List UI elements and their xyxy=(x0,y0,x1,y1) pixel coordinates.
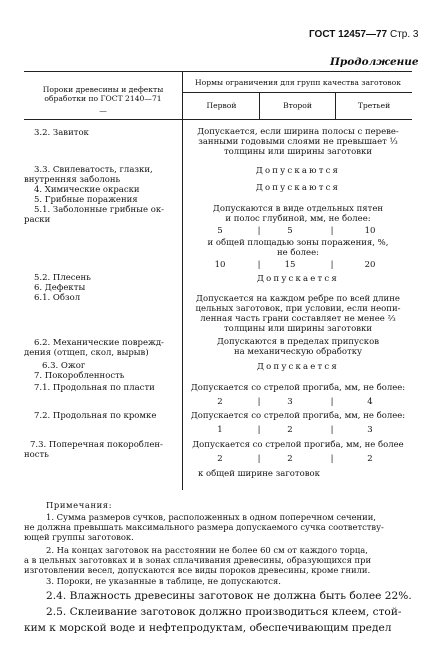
norm-7-1-group-2: 3 xyxy=(287,397,293,407)
row-label-5-1-cont: раски xyxy=(24,215,51,225)
column-header-group-2: Второй xyxy=(283,101,312,110)
norm-6-1-line-4: толщины или ширины заготовки xyxy=(223,324,372,334)
note-1-line-3: ющей группы заготовок. xyxy=(24,532,134,542)
paragraph-2-5-line-2: ким к морской воде и нефтепродуктам, обеспечивающим предел xyxy=(24,622,392,634)
column-header-group-3: Третьей xyxy=(357,101,391,110)
norm-6-3: Допускается xyxy=(257,362,339,372)
row-label-5: 5. Грибные поражения xyxy=(34,195,138,205)
note-2-line-2: а в цельных заготовках и в зонах сплачивания древесины, образующихся при xyxy=(24,555,372,565)
row-label-3-3: 3.3. Свилеватость, глазки, xyxy=(34,165,153,175)
norm-3-2-line-3: толщины или ширины заготовки xyxy=(223,147,372,157)
row-label-6: 6. Дефекты xyxy=(34,283,86,293)
norm-7-2-group-2: 2 xyxy=(287,425,293,435)
row-label-6-3: 6.3. Ожог xyxy=(42,361,86,371)
norm-5-1-depth-group-3: 10 xyxy=(364,226,376,236)
norm-7-2-group-1: 1 xyxy=(217,425,223,435)
norm-7-1-group-3: 4 xyxy=(367,397,373,407)
norm-7-3-group-3: 2 xyxy=(367,454,373,464)
norm-6-1-line-2: цельных заготовок, при условии, если неопи- xyxy=(195,304,401,314)
norm-7-1-group-1: 2 xyxy=(217,397,223,407)
norm-6-1-line-1: Допускается на каждом ребре по всей длине xyxy=(196,294,400,304)
note-3: 3. Пороки, не указанные в таблице, не допускаются. xyxy=(46,576,281,586)
norm-7-2: Допускается со стрелой прогиба, мм, не более: xyxy=(190,411,406,421)
row-label-7-3: 7.3. Поперечная покороблен- xyxy=(30,440,163,450)
norm-3-2-line-2: занными годовыми слоями не превышает ⅓ xyxy=(198,137,398,147)
norm-7-3-group-2: 2 xyxy=(287,454,293,464)
note-2-line-1: 2. На концах заготовок на расстоянии не более 60 см от каждого торца, xyxy=(46,545,368,555)
column-header-defects: Пороки древесины и дефекты обработки по ГОСТ 2140—71 xyxy=(42,85,164,103)
separator-glyph: | xyxy=(257,454,261,464)
row-label-7: 7. Покоробленность xyxy=(34,371,125,381)
separator-glyph: | xyxy=(330,226,334,236)
norm-7-3: Допускается со стрелой прогиба, мм, не более xyxy=(192,440,404,450)
separator-glyph: | xyxy=(257,260,261,270)
notes-title: Примечания: xyxy=(46,500,113,510)
norm-6-2-line-1: Допускаются в пределах припусков xyxy=(216,337,380,347)
note-1-line-1: 1. Сумма размеров сучков, расположенных в одном поперечном сечении, xyxy=(46,512,376,522)
norm-7-3-line-2: к общей ширине заготовок xyxy=(198,469,320,479)
norm-5-1-line-2: и полос глубиной, мм, не более: xyxy=(225,214,371,224)
note-1-line-2: не должна превышать максимального размера допускаемого сучка соответству- xyxy=(24,522,384,532)
norm-5-1-depth-group-1: 5 xyxy=(217,226,223,236)
column-header-dash: — xyxy=(99,106,107,115)
norm-6-1-line-3: ленная часть грани составляет не менее ⅔ xyxy=(200,314,396,324)
row-label-3-2: 3.2. Завиток xyxy=(34,128,89,138)
separator-glyph: | xyxy=(330,425,334,435)
norm-3-3: Допускаются xyxy=(255,166,341,176)
separator-glyph: | xyxy=(257,397,261,407)
paragraph-2-5-line-1: 2.5. Склеивание заготовок должно производиться клеем, стой- xyxy=(46,606,402,618)
row-label-7-3-cont: ность xyxy=(24,450,49,460)
norm-6-2-line-2: на механическую обработку xyxy=(233,347,363,357)
standard-number: ГОСТ 12457—77 xyxy=(309,29,388,40)
separator-glyph: | xyxy=(330,397,334,407)
row-label-7-1: 7.1. Продольная по пласти xyxy=(34,383,155,393)
column-header-norms: Нормы ограничения для групп качества заготовок xyxy=(195,78,401,87)
norm-7-1: Допускается со стрелой прогиба, мм, не более: xyxy=(190,383,406,393)
row-label-6-2: 6.2. Механические поврежд- xyxy=(34,338,164,348)
row-label-5-2: 5.2. Плесень xyxy=(34,273,91,283)
norm-5-1-line-3: и общей площадью зоны поражения, %, xyxy=(207,238,389,248)
paragraph-2-4: 2.4. Влажность древесины заготовок не должна быть более 22%. xyxy=(46,590,412,602)
norm-5-1-area-group-1: 10 xyxy=(214,260,226,270)
separator-glyph: | xyxy=(330,454,334,464)
norm-5-1-area-group-2: 15 xyxy=(284,260,296,270)
norm-7-2-group-3: 3 xyxy=(367,425,373,435)
row-label-6-2-cont: дения (отщеп, скол, вырыв) xyxy=(24,348,149,358)
norm-5-1-line-4: не более: xyxy=(277,248,319,258)
continuation-label: Продолжение xyxy=(330,56,419,68)
separator-glyph: | xyxy=(330,260,334,270)
note-2-line-3: изготовлении весел, допускаются все виды пороков древесины, кроме гнили. xyxy=(24,565,371,575)
row-label-4: 4. Химические окраски xyxy=(34,185,140,195)
column-header-group-1: Первой xyxy=(206,101,237,110)
row-label-7-2: 7.2. Продольная по кромке xyxy=(34,411,157,421)
norm-4: Допускаются xyxy=(255,183,341,193)
norm-7-3-group-1: 2 xyxy=(217,454,223,464)
page-number: Стр. 3 xyxy=(390,29,419,40)
row-label-3-3-cont: внутренняя заболонь xyxy=(24,175,121,185)
row-label-6-1: 6.1. Обзол xyxy=(34,293,81,303)
norm-5-1-line-1: Допускаются в виде отдельных пятен xyxy=(212,204,384,214)
separator-glyph: | xyxy=(257,226,261,236)
norm-5-2: Допускается xyxy=(257,274,339,284)
norm-3-2-line-1: Допускается, если ширина полосы с перевe- xyxy=(197,127,399,137)
norm-5-1-depth-group-2: 5 xyxy=(287,226,293,236)
row-label-5-1: 5.1. Заболонные грибные ок- xyxy=(34,205,165,215)
separator-glyph: | xyxy=(257,425,261,435)
norm-5-1-area-group-3: 20 xyxy=(364,260,376,270)
